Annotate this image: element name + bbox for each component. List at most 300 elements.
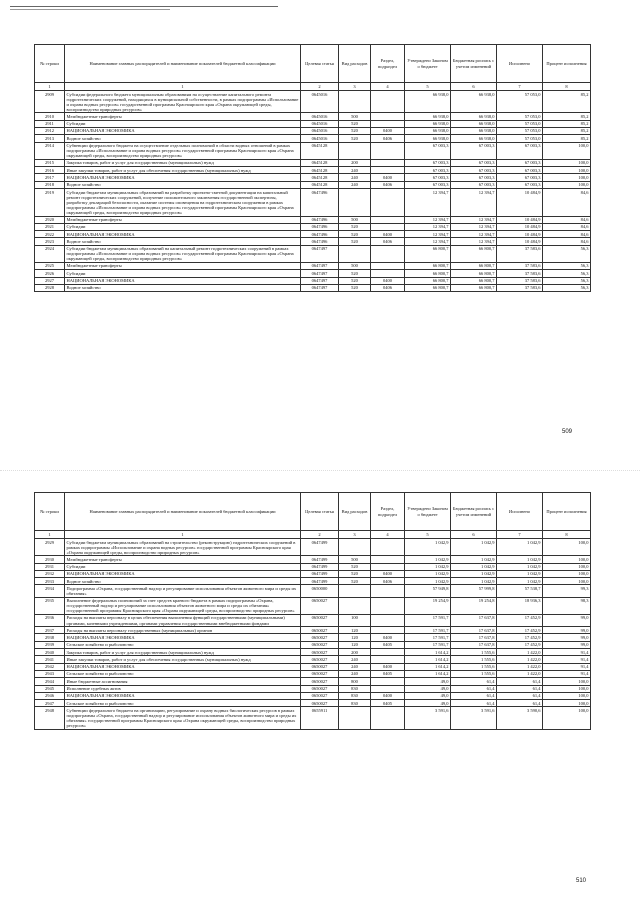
execution-percent: 85,2 [543, 135, 591, 142]
page-number: 509 [562, 429, 573, 435]
budget-table [34, 492, 591, 730]
execution-percent: 100,0 [543, 700, 591, 707]
target-article: 0645128 [301, 174, 339, 181]
row-description: Закупка товаров, работ и услуг для государственных (муниципальных) нужд [65, 159, 301, 166]
executed-amount: 1 042,9 [497, 570, 543, 577]
table-row [35, 685, 591, 692]
section-code: 0400 [371, 277, 405, 284]
approved-amount: 12 394,7 [405, 223, 451, 230]
approved-amount: 49,0 [405, 678, 451, 685]
section-code [371, 614, 405, 626]
amended-amount: 61,4 [451, 700, 497, 707]
row-description: Субвенции федерального бюджета на осуществление отдельных полномочий в области водных отношений в рамках подпрограммы «Использование и охрана водных ресурсов» государственной программы Красноярского края «Охрана окружающей среды, воспроизводство природных ресурсов» [65, 142, 301, 159]
section-code [371, 120, 405, 127]
row-number: 2934 [35, 585, 65, 597]
header-expense-kind: Вид расходов [339, 45, 371, 83]
target-article: 0650027 [301, 597, 339, 614]
section-code: 0400 [371, 231, 405, 238]
row-number: 2911 [35, 120, 65, 127]
execution-percent: 100,0 [543, 685, 591, 692]
approved-amount: 67 003,3 [405, 181, 451, 188]
section-code [371, 627, 405, 634]
column-index: 5 [405, 83, 451, 91]
column-index: 8 [543, 531, 591, 539]
amended-amount: 17 637,8 [451, 634, 497, 641]
section-code [371, 91, 405, 113]
amended-amount: 1 042,9 [451, 563, 497, 570]
executed-amount: 1 422,0 [497, 649, 543, 656]
target-article: 0650027 [301, 678, 339, 685]
executed-amount: 57 538,7 [497, 585, 543, 597]
target-article: 0655911 [301, 707, 339, 729]
executed-amount: 10 484,9 [497, 231, 543, 238]
header-percent: Процент исполнения [543, 45, 591, 83]
section-code: 0400 [371, 663, 405, 670]
table-row [35, 656, 591, 663]
table-row [35, 120, 591, 127]
table-row [35, 678, 591, 685]
executed-amount: 10 484,9 [497, 216, 543, 223]
row-number: 2925 [35, 262, 65, 269]
table-row [35, 649, 591, 656]
execution-percent: 56,3 [543, 270, 591, 277]
approved-amount: 66 800,7 [405, 277, 451, 284]
section-code: 0405 [371, 641, 405, 648]
amended-amount: 19 254,8 [451, 597, 497, 614]
column-index: 7 [497, 531, 543, 539]
row-number: 2919 [35, 189, 65, 216]
amended-amount: 12 394,7 [451, 189, 497, 216]
table-row [35, 570, 591, 577]
expense-kind [339, 585, 371, 597]
approved-amount: 67 003,3 [405, 174, 451, 181]
row-description: Межбюджетные трансферты [65, 556, 301, 563]
executed-amount: 67 003,3 [497, 142, 543, 159]
row-number: 2926 [35, 270, 65, 277]
expense-kind [339, 142, 371, 159]
page-number: 510 [576, 878, 587, 884]
approved-amount: 1 614,2 [405, 649, 451, 656]
column-index: 3 [339, 531, 371, 539]
target-article: 0645016 [301, 113, 339, 120]
amended-amount: 61,4 [451, 685, 497, 692]
approved-amount: 1 042,9 [405, 570, 451, 577]
table-row [35, 245, 591, 262]
target-article: 0650027 [301, 685, 339, 692]
row-description: Водное хозяйство [65, 578, 301, 585]
executed-amount: 17 452,9 [497, 627, 543, 634]
table-row [35, 556, 591, 563]
amended-amount: 66 938,0 [451, 127, 497, 134]
expense-kind: 830 [339, 685, 371, 692]
header-target-article: Целевая статья [301, 493, 339, 531]
section-code [371, 563, 405, 570]
executed-amount: 10 484,9 [497, 238, 543, 245]
target-article: 0645016 [301, 127, 339, 134]
row-description: Водное хозяйство [65, 135, 301, 142]
header-with-changes: Бюджетная роспись с учетом изменений [451, 45, 497, 83]
expense-kind: 240 [339, 656, 371, 663]
column-index: 6 [451, 83, 497, 91]
executed-amount: 37 583,6 [497, 277, 543, 284]
execution-percent: 99,0 [543, 614, 591, 626]
table-row [35, 663, 591, 670]
executed-amount: 1 042,9 [497, 563, 543, 570]
amended-amount: 67 003,3 [451, 167, 497, 174]
approved-amount: 66 938,0 [405, 113, 451, 120]
row-number: 2940 [35, 649, 65, 656]
header-expense-kind: Вид расходов [339, 493, 371, 531]
executed-amount: 61,4 [497, 700, 543, 707]
approved-amount: 49,0 [405, 692, 451, 699]
approved-amount: 49,0 [405, 685, 451, 692]
section-code [371, 189, 405, 216]
target-article: 0650027 [301, 700, 339, 707]
section-code [371, 245, 405, 262]
amended-amount: 17 637,8 [451, 627, 497, 634]
expense-kind: 520 [339, 135, 371, 142]
target-article: 0650027 [301, 663, 339, 670]
table-row [35, 700, 591, 707]
row-number: 2935 [35, 597, 65, 614]
approved-amount: 67 003,3 [405, 142, 451, 159]
target-article: 0647499 [301, 578, 339, 585]
execution-percent: 91,4 [543, 663, 591, 670]
expense-kind: 520 [339, 277, 371, 284]
approved-amount: 12 394,7 [405, 189, 451, 216]
executed-amount: 57 053,0 [497, 127, 543, 134]
table-row [35, 159, 591, 166]
amended-amount: 61,4 [451, 678, 497, 685]
execution-percent: 91,4 [543, 670, 591, 677]
executed-amount: 18 936,3 [497, 597, 543, 614]
execution-percent: 100,0 [543, 556, 591, 563]
table-row [35, 707, 591, 729]
section-code [371, 556, 405, 563]
amended-amount: 1 555,6 [451, 663, 497, 670]
execution-percent: 100,0 [543, 159, 591, 166]
amended-amount: 17 637,8 [451, 641, 497, 648]
table-row [35, 641, 591, 648]
table-row [35, 189, 591, 216]
row-number: 2918 [35, 181, 65, 188]
header-approved: Утверждено Законом о бюджете [405, 493, 451, 531]
row-description: Водное хозяйство [65, 284, 301, 291]
expense-kind: 800 [339, 678, 371, 685]
column-index: 4 [371, 83, 405, 91]
execution-percent: 100,0 [543, 142, 591, 159]
amended-amount: 66 800,7 [451, 270, 497, 277]
row-number: 2932 [35, 570, 65, 577]
row-description: Иные закупки товаров, работ и услуг для обеспечения государственных (муниципальных) нужд [65, 167, 301, 174]
row-description: НАЦИОНАЛЬНАЯ ЭКОНОМИКА [65, 277, 301, 284]
expense-kind: 500 [339, 216, 371, 223]
expense-kind: 520 [339, 120, 371, 127]
scan-top-rule [10, 6, 278, 7]
amended-amount: 12 394,7 [451, 223, 497, 230]
column-index: 2 [301, 531, 339, 539]
amended-amount: 66 938,0 [451, 135, 497, 142]
execution-percent: 91,4 [543, 649, 591, 656]
row-number: 2946 [35, 692, 65, 699]
section-code [371, 223, 405, 230]
amended-amount: 12 394,7 [451, 216, 497, 223]
header-with-changes: Бюджетная роспись с учетом изменений [451, 493, 497, 531]
row-number: 2912 [35, 127, 65, 134]
executed-amount: 17 452,9 [497, 614, 543, 626]
executed-amount: 37 583,6 [497, 270, 543, 277]
row-number: 2922 [35, 231, 65, 238]
row-description: Сельское хозяйство и рыболовство [65, 670, 301, 677]
column-index: 2 [301, 83, 339, 91]
row-description: Расходы на выплаты персоналу в целях обеспечения выполнения функций государственными (муниципальными) органами, казенными учреждениями, органами управления государственными внебюджетными фондами [65, 614, 301, 626]
section-code: 0400 [371, 127, 405, 134]
column-index: 7 [497, 83, 543, 91]
row-number: 2913 [35, 135, 65, 142]
row-description: Иные бюджетные ассигнования [65, 678, 301, 685]
column-index: 1 [35, 83, 65, 91]
expense-kind: 520 [339, 270, 371, 277]
executed-amount: 61,4 [497, 678, 543, 685]
amended-amount: 3 591,6 [451, 707, 497, 729]
target-article: 0645128 [301, 167, 339, 174]
section-code [371, 656, 405, 663]
executed-amount: 1 042,9 [497, 539, 543, 556]
section-code: 0406 [371, 578, 405, 585]
column-index: 1 [65, 83, 301, 91]
amended-amount: 12 394,7 [451, 238, 497, 245]
approved-amount: 17 591,7 [405, 614, 451, 626]
executed-amount: 57 053,0 [497, 120, 543, 127]
row-number: 2931 [35, 563, 65, 570]
approved-amount: 19 254,9 [405, 597, 451, 614]
target-article: 0647497 [301, 277, 339, 284]
executed-amount: 1 042,9 [497, 578, 543, 585]
row-description: Подпрограмма «Охрана, государственный надзор и регулирование использования объектов животного мира и среды их обитания» [65, 585, 301, 597]
execution-percent: 85,2 [543, 127, 591, 134]
execution-percent: 91,4 [543, 656, 591, 663]
row-number: 2909 [35, 91, 65, 113]
expense-kind: 830 [339, 692, 371, 699]
row-number: 2924 [35, 245, 65, 262]
table-row [35, 670, 591, 677]
execution-percent: 56,3 [543, 245, 591, 262]
expense-kind: 520 [339, 570, 371, 577]
column-index: 8 [543, 83, 591, 91]
budget-table [34, 44, 591, 292]
header-section: Раздел, подраздел [371, 493, 405, 531]
row-description: Субсидии бюджетам муниципальных образований на строительство (реконструкцию) гидротехнических сооружений в рамках подпрограммы «Использование и охрана водных ресурсов» государственной программы Красноярского края «Охрана окружающей среды, воспроизводство природных ресурсов» [65, 539, 301, 556]
expense-kind: 500 [339, 556, 371, 563]
row-description: НАЦИОНАЛЬНАЯ ЭКОНОМИКА [65, 127, 301, 134]
approved-amount: 66 800,7 [405, 262, 451, 269]
row-description: Субсидии [65, 270, 301, 277]
approved-amount: 1 614,2 [405, 670, 451, 677]
execution-percent: 56,3 [543, 284, 591, 291]
amended-amount: 66 800,7 [451, 277, 497, 284]
row-number: 2910 [35, 113, 65, 120]
section-code: 0405 [371, 700, 405, 707]
table-row [35, 578, 591, 585]
table-row [35, 262, 591, 269]
row-description: НАЦИОНАЛЬНАЯ ЭКОНОМИКА [65, 634, 301, 641]
row-description: Субсидии бюджетам муниципальных образований на капитальный ремонт гидротехнических сооружений в рамках подпрограммы «Использование и охрана водных ресурсов» государственной программы Красноярского края «Охрана окружающей среды, воспроизводство природных ресурсов» [65, 245, 301, 262]
amended-amount: 67 003,3 [451, 181, 497, 188]
approved-amount: 66 800,7 [405, 284, 451, 291]
execution-percent: 100,0 [543, 174, 591, 181]
table-row [35, 585, 591, 597]
section-code [371, 262, 405, 269]
row-description: Межбюджетные трансферты [65, 113, 301, 120]
executed-amount: 67 003,3 [497, 159, 543, 166]
amended-amount: 66 938,0 [451, 120, 497, 127]
amended-amount: 1 042,9 [451, 578, 497, 585]
table-body [35, 91, 591, 292]
amended-amount: 61,4 [451, 692, 497, 699]
approved-amount: 66 938,0 [405, 135, 451, 142]
executed-amount: 1 422,0 [497, 670, 543, 677]
execution-percent: 99,0 [543, 634, 591, 641]
row-number: 2930 [35, 556, 65, 563]
approved-amount: 1 042,9 [405, 563, 451, 570]
expense-kind [339, 707, 371, 729]
section-code: 0406 [371, 181, 405, 188]
column-index: 1 [65, 531, 301, 539]
section-code: 0400 [371, 174, 405, 181]
row-number: 2917 [35, 174, 65, 181]
expense-kind: 520 [339, 223, 371, 230]
table-row [35, 142, 591, 159]
row-description: НАЦИОНАЛЬНАЯ ЭКОНОМИКА [65, 174, 301, 181]
row-description: Водное хозяйство [65, 181, 301, 188]
section-code [371, 113, 405, 120]
row-number: 2933 [35, 578, 65, 585]
expense-kind: 240 [339, 663, 371, 670]
target-article: 0650000 [301, 585, 339, 597]
approved-amount: 3 591,6 [405, 707, 451, 729]
amended-amount: 1 555,6 [451, 670, 497, 677]
execution-percent: 99,3 [543, 585, 591, 597]
executed-amount: 37 583,6 [497, 245, 543, 262]
table-row [35, 634, 591, 641]
row-description: Межбюджетные трансферты [65, 216, 301, 223]
expense-kind: 200 [339, 159, 371, 166]
target-article: 0650027 [301, 614, 339, 626]
execution-percent: 99,0 [543, 627, 591, 634]
executed-amount: 57 053,0 [497, 135, 543, 142]
target-article: 0647496 [301, 231, 339, 238]
expense-kind [339, 91, 371, 113]
row-number: 2927 [35, 277, 65, 284]
approved-amount: 12 394,7 [405, 238, 451, 245]
amended-amount: 17 637,8 [451, 614, 497, 626]
executed-amount: 37 583,6 [497, 262, 543, 269]
target-article: 0647496 [301, 238, 339, 245]
target-article: 0647499 [301, 539, 339, 556]
approved-amount: 67 003,3 [405, 167, 451, 174]
target-article: 0650027 [301, 641, 339, 648]
expense-kind: 520 [339, 127, 371, 134]
budget-page-510 [34, 492, 590, 730]
header-executed: Исполнено [497, 493, 543, 531]
table-row [35, 113, 591, 120]
section-code: 0406 [371, 284, 405, 291]
amended-amount: 1 555,6 [451, 656, 497, 663]
target-article: 0645016 [301, 91, 339, 113]
expense-kind: 120 [339, 641, 371, 648]
section-code [371, 167, 405, 174]
execution-percent: 84,6 [543, 189, 591, 216]
row-description: Межбюджетные трансферты [65, 262, 301, 269]
executed-amount: 1 422,0 [497, 663, 543, 670]
expense-kind: 240 [339, 174, 371, 181]
table-row [35, 181, 591, 188]
table-row [35, 238, 591, 245]
amended-amount: 1 555,6 [451, 649, 497, 656]
row-description: Субсидии [65, 563, 301, 570]
amended-amount: 1 042,9 [451, 539, 497, 556]
section-code [371, 216, 405, 223]
row-description: НАЦИОНАЛЬНАЯ ЭКОНОМИКА [65, 570, 301, 577]
amended-amount: 66 800,7 [451, 245, 497, 262]
section-code [371, 270, 405, 277]
row-description: Сельское хозяйство и рыболовство [65, 700, 301, 707]
execution-percent: 84,6 [543, 238, 591, 245]
row-number: 2914 [35, 142, 65, 159]
expense-kind [339, 597, 371, 614]
executed-amount: 67 003,3 [497, 167, 543, 174]
section-code [371, 597, 405, 614]
target-article: 0647497 [301, 270, 339, 277]
row-number: 2916 [35, 167, 65, 174]
row-description: Субвенции федерального бюджета на организацию, регулирование и охрану водных биологических ресурсов в рамках подпрограммы «Охрана, государственный надзор и регулирование использования объектов животного мира и среды их обитания» государственной программы Красноярского края «Охрана окружающей среды, воспроизводство природных ресурсов» [65, 707, 301, 729]
budget-page-509 [34, 44, 590, 292]
row-number: 2928 [35, 284, 65, 291]
amended-amount: 66 800,7 [451, 284, 497, 291]
amended-amount: 12 394,7 [451, 231, 497, 238]
column-index-row [35, 83, 591, 91]
table-row [35, 127, 591, 134]
row-description: Иные закупки товаров, работ и услуг для обеспечения государственных (муниципальных) нужд [65, 656, 301, 663]
section-code: 0400 [371, 570, 405, 577]
expense-kind: 520 [339, 578, 371, 585]
row-number: 2942 [35, 663, 65, 670]
execution-percent: 85,2 [543, 120, 591, 127]
row-number: 2938 [35, 634, 65, 641]
expense-kind: 120 [339, 627, 371, 634]
approved-amount: 17 591,7 [405, 641, 451, 648]
executed-amount: 57 053,0 [497, 113, 543, 120]
expense-kind: 500 [339, 262, 371, 269]
execution-percent: 99,0 [543, 641, 591, 648]
execution-percent: 98,3 [543, 597, 591, 614]
section-code [371, 159, 405, 166]
target-article: 0650027 [301, 692, 339, 699]
row-description: Выполнение федеральных полномочий за счет средств краевого бюджета в рамках подпрограммы «Охрана, государственный надзор и регулирование использования объектов животного мира и среды их обитания» государственной программы Красноярского края «Охрана окружающей среды, воспроизводство природных ресурсов» [65, 597, 301, 614]
header-percent: Процент исполнения [543, 493, 591, 531]
section-code [371, 539, 405, 556]
section-code [371, 685, 405, 692]
approved-amount: 1 614,2 [405, 663, 451, 670]
target-article: 0647497 [301, 245, 339, 262]
execution-percent: 84,6 [543, 223, 591, 230]
header-section: Раздел, подраздел [371, 45, 405, 83]
section-code [371, 142, 405, 159]
expense-kind: 830 [339, 700, 371, 707]
target-article: 0647496 [301, 223, 339, 230]
table-row [35, 223, 591, 230]
table-row [35, 627, 591, 634]
